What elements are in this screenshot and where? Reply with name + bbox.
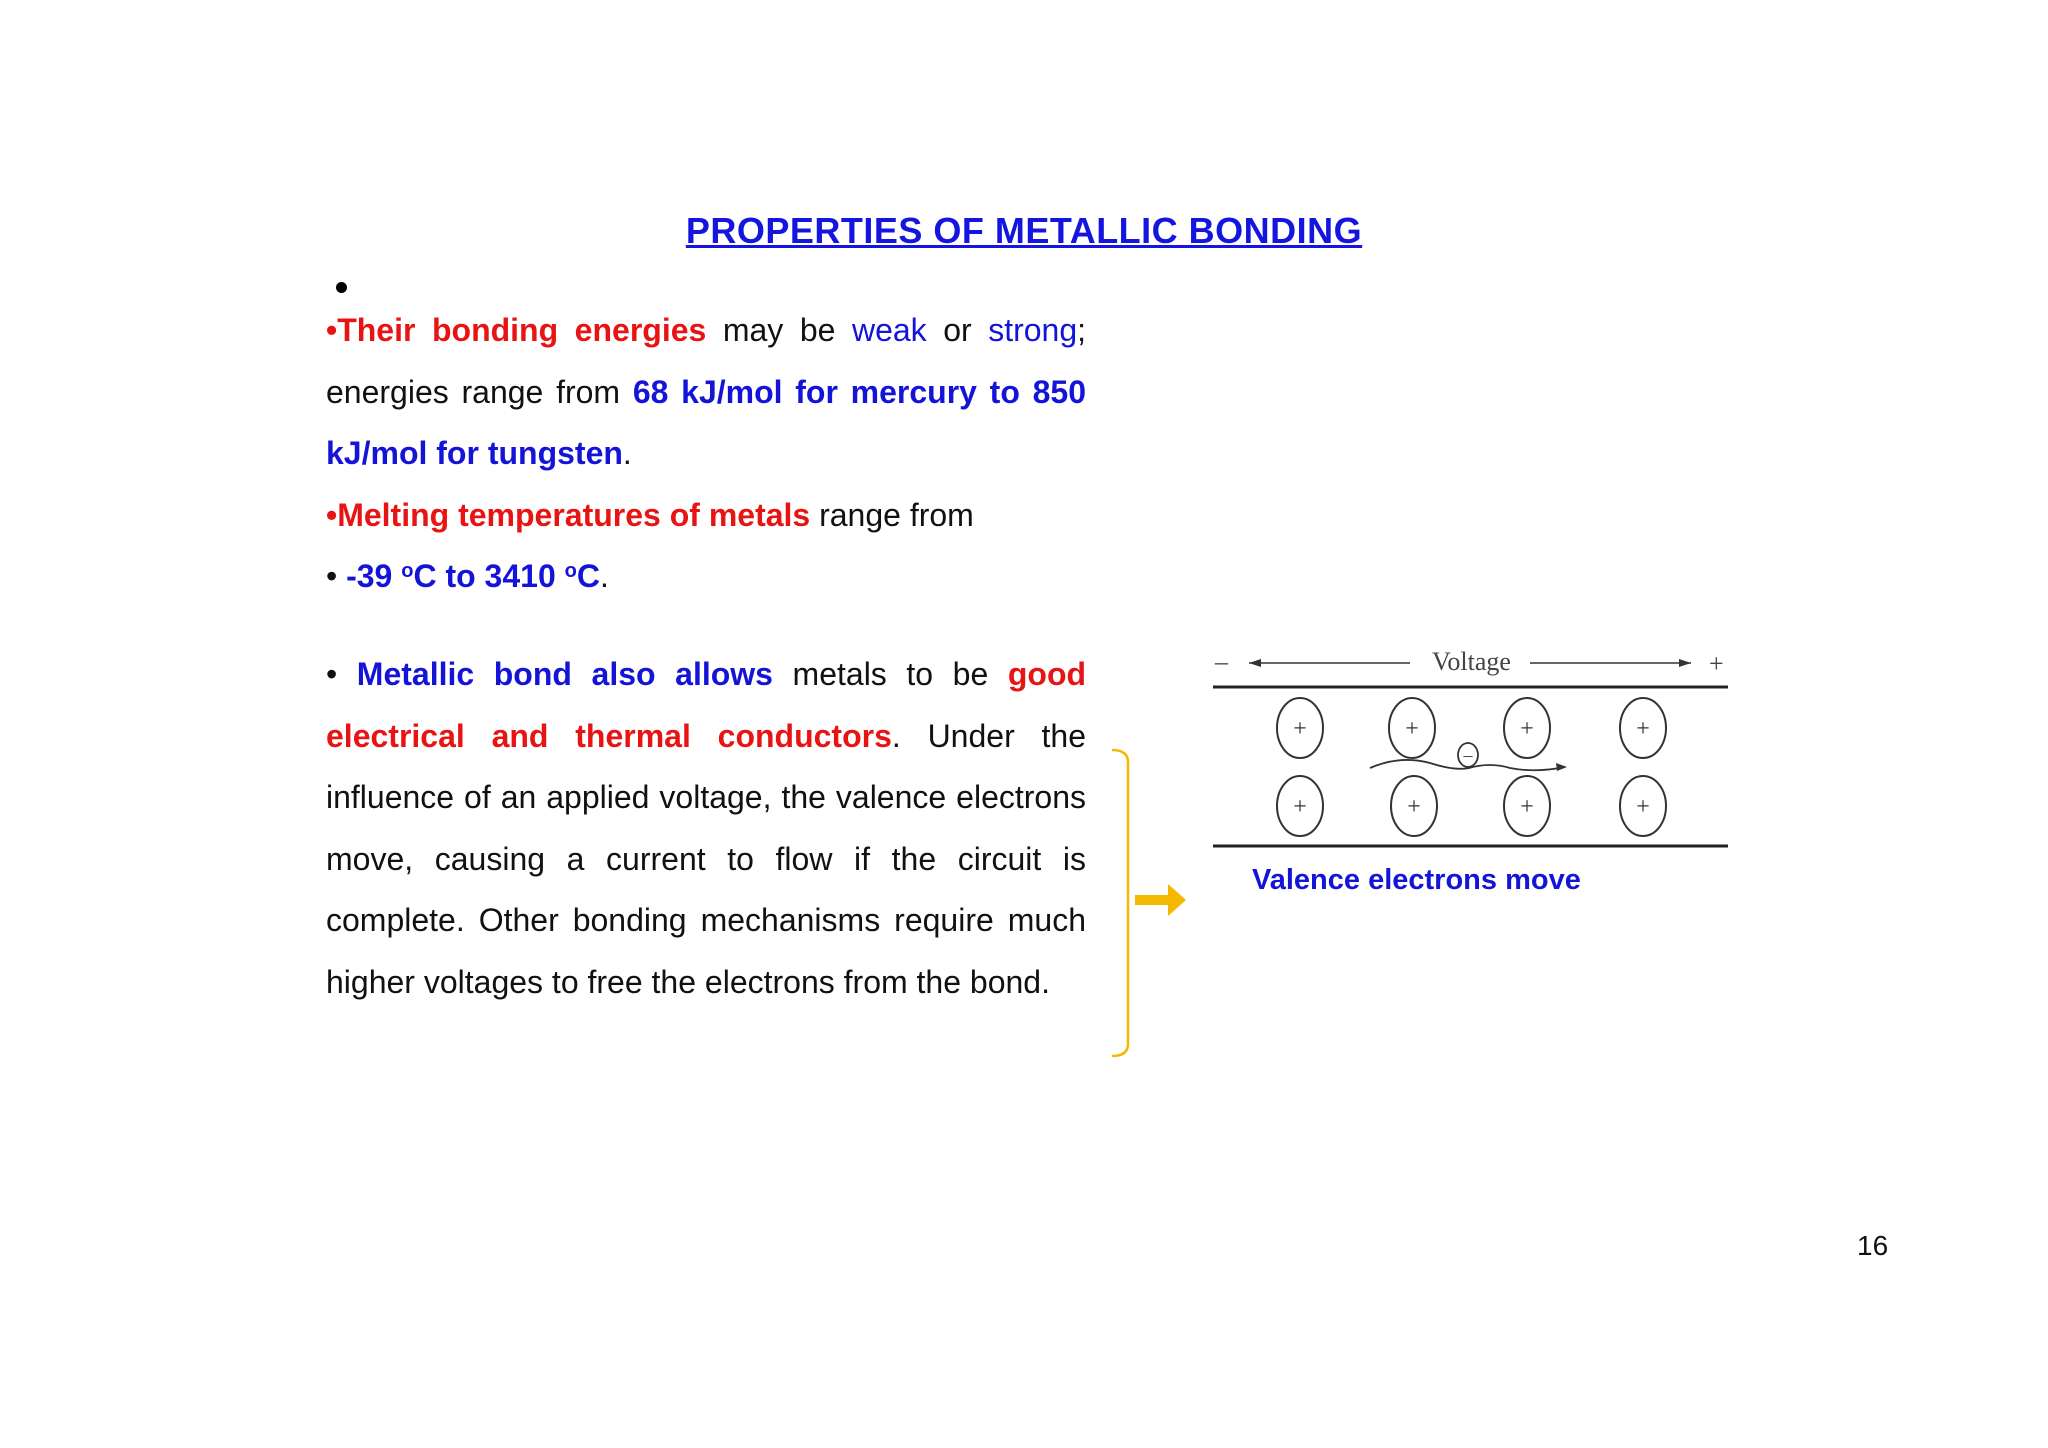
text-run: -39 — [346, 558, 402, 594]
text-run: . — [622, 435, 632, 471]
empty-bullet — [336, 282, 347, 293]
metallic-bond-phrase: Metallic bond also allows — [356, 656, 773, 692]
degree-sup: o — [401, 560, 414, 582]
ion-plus: + — [1407, 794, 1421, 820]
diagram-caption: Valence electrons move — [1252, 864, 1581, 896]
text-run: may be — [706, 312, 852, 348]
melting-temperature-paragraph — [326, 485, 1086, 547]
bonding-energy-paragraph — [326, 300, 1086, 485]
text-run: . — [599, 558, 609, 594]
temperature-range — [346, 558, 600, 594]
bracket-arrow — [1108, 748, 1188, 1058]
ion-plus: + — [1520, 716, 1534, 742]
left-arrowhead-icon — [1249, 659, 1261, 667]
right-arrow-icon — [1135, 884, 1186, 916]
ion-plus: + — [1293, 794, 1307, 820]
bonding-energies-heading: •Their bonding energies — [326, 312, 707, 348]
bullet: • — [326, 558, 347, 594]
strong-word: strong — [988, 312, 1078, 348]
text-run: C — [576, 558, 600, 594]
temperature-range-line — [326, 546, 1086, 608]
conductivity-text — [326, 644, 1086, 1013]
ion-plus: + — [1636, 794, 1650, 820]
valence-electron-diagram — [1205, 640, 1750, 860]
bullet: • — [326, 656, 357, 692]
electron-minus: – — [1463, 745, 1473, 765]
text-run: . Under the influence of an applied voltage, the valence electrons move, causing a current to flow if the circuit is complete. Other bonding mechanisms require much higher voltages to free the electrons from the bond. — [326, 717, 1086, 1000]
melting-temperatures-heading: •Melting temperatures of metals — [326, 496, 811, 533]
energy-range: 68 kJ/mol for mercury to 850 kJ/mol for tungsten — [326, 373, 1087, 471]
text-run: ; energies range from — [326, 312, 1087, 410]
slide-title: PROPERTIES OF METALLIC BONDING — [685, 210, 1363, 251]
electron-arrowhead-icon — [1556, 763, 1567, 771]
ion-plus: + — [1405, 716, 1419, 742]
conductivity-paragraph — [326, 644, 1086, 1013]
page-number: 16 — [1857, 1230, 1889, 1261]
ion-plus: + — [1520, 794, 1534, 820]
degree-sup: o — [564, 560, 577, 582]
ion-plus: + — [1636, 716, 1650, 742]
minus-terminal-label: – — [1215, 647, 1228, 676]
bonding-energy-text — [326, 300, 1086, 608]
text-run: C to 3410 — [413, 558, 565, 594]
voltage-label: Voltage — [1432, 647, 1511, 676]
curly-bracket — [1112, 750, 1128, 1056]
text-run: or — [926, 312, 989, 348]
conductors-phrase: good electrical and thermal conductors — [326, 656, 1087, 754]
text-run: metals to be — [772, 656, 1008, 692]
ion-plus: + — [1293, 716, 1307, 742]
weak-word: weak — [851, 312, 927, 348]
plus-terminal-label: + — [1709, 649, 1724, 678]
right-arrowhead-icon — [1679, 659, 1691, 667]
text-run: range from — [810, 496, 974, 533]
